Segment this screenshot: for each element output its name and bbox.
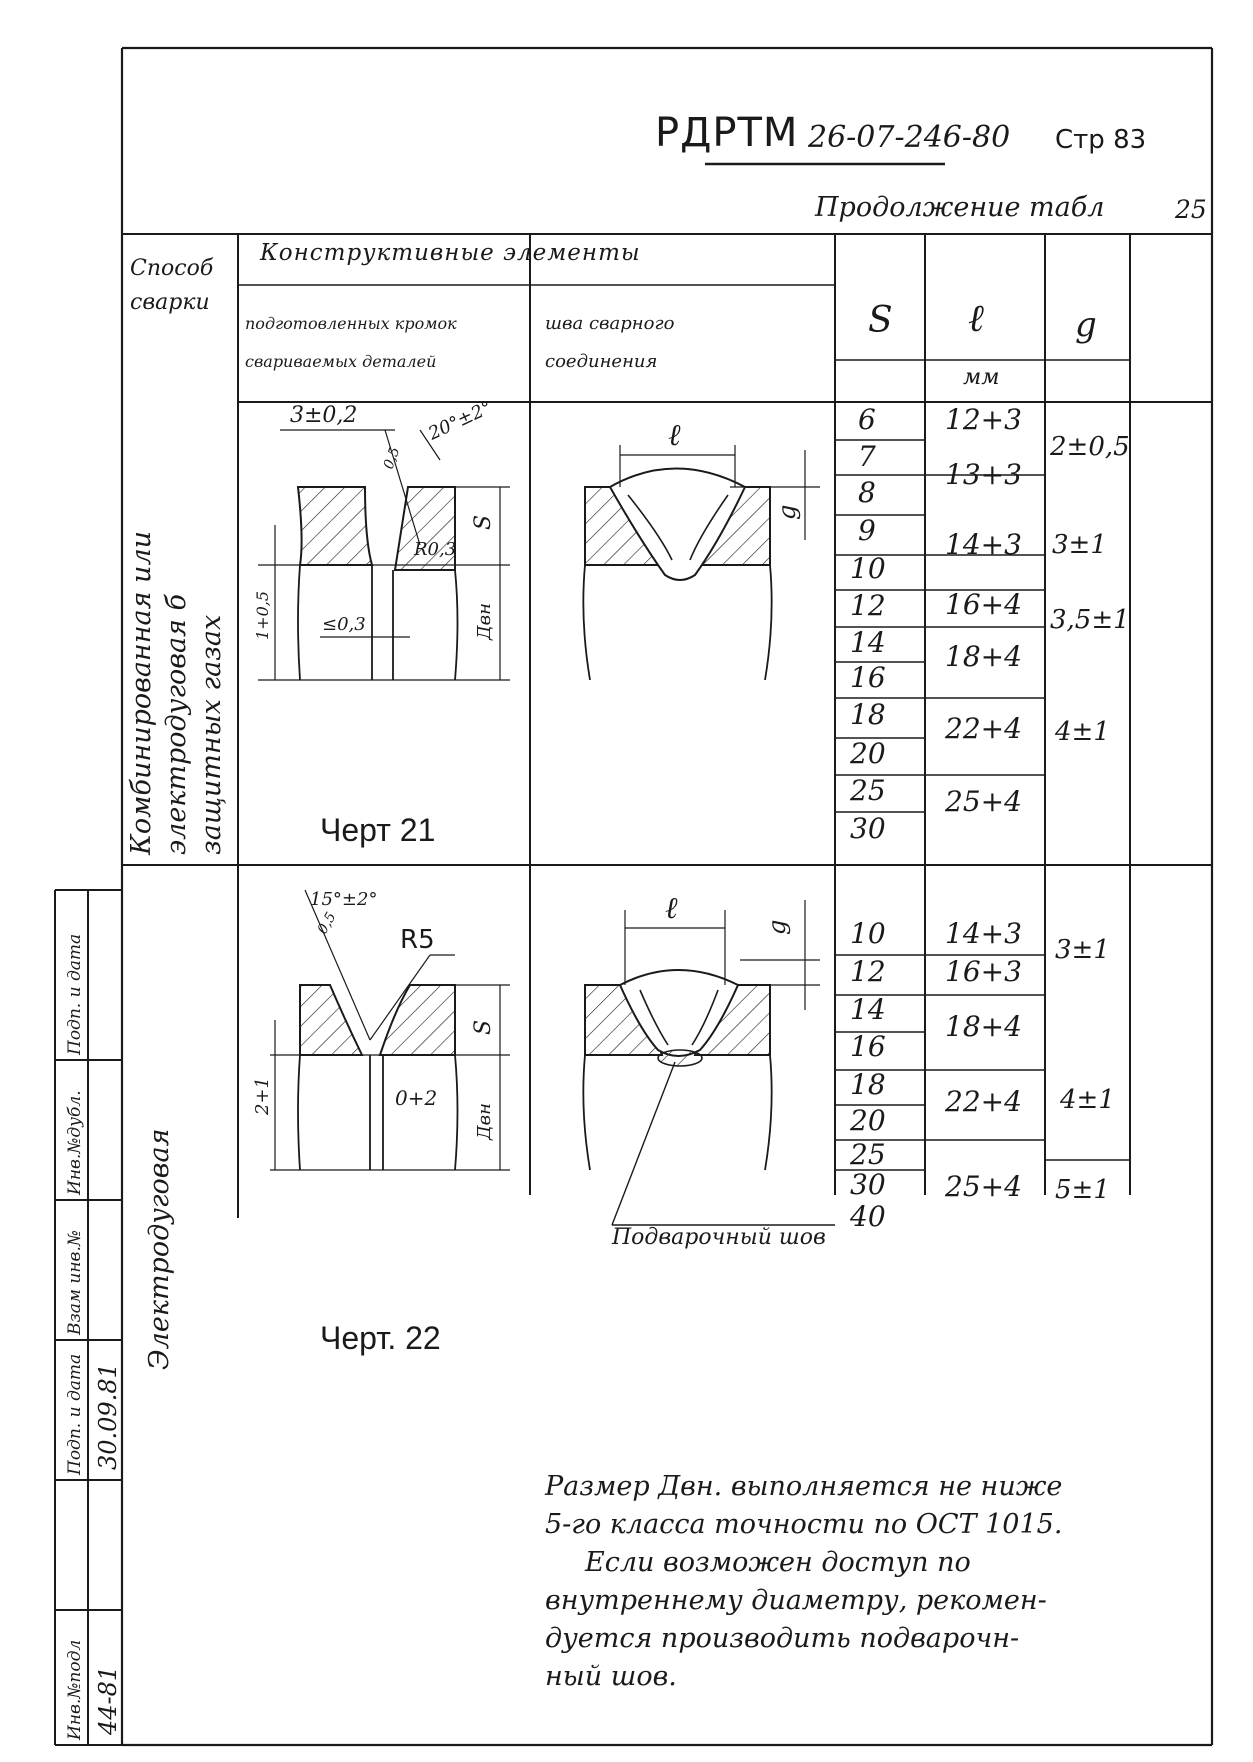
note-block (545, 1468, 1062, 1696)
s1-s-25: 25 (850, 774, 886, 807)
dim-edge-21: 0,5 (380, 444, 404, 472)
dim-radius-22: R5 (400, 925, 435, 955)
s1-s-10: 10 (850, 552, 886, 585)
s1-s-12: 12 (850, 589, 886, 622)
s2-s-30: 30 (850, 1168, 886, 1201)
dim-dvn-22: Двн (474, 1103, 495, 1140)
s1-l-14: 14+3 (945, 528, 1022, 561)
header-prepared-edges: подготовленных кромок свариваемых деталей (245, 314, 457, 371)
s1-l-22: 22+4 (945, 712, 1022, 745)
drawing-22-caption: Черт. 22 (320, 1320, 441, 1356)
s1-s-20: 20 (850, 737, 886, 770)
s1-s-14: 14 (850, 626, 886, 659)
dim-s-21: S (471, 514, 496, 530)
header-col-s: S (868, 300, 893, 341)
drawing-21-caption: Черт 21 (320, 812, 436, 848)
s1-g-2: 3±1 (1052, 530, 1107, 560)
s2-s-18: 18 (850, 1068, 886, 1101)
s1-l-25: 25+4 (945, 785, 1022, 818)
method-1-line1: Комбинированная или (126, 530, 157, 855)
dim-angle-21: 20°±2° (425, 396, 496, 445)
header-constructive: Конструктивные элементы (260, 240, 641, 266)
header-col-g: g (1075, 305, 1097, 345)
method-1-line2: электродуговая б (161, 594, 192, 855)
s2-s-25: 25 (850, 1138, 886, 1171)
s1-g-3: 3,5±1 (1050, 605, 1130, 635)
stamp-cell-3: Взам инв.№ (65, 1230, 85, 1335)
s1-l-12: 12+3 (945, 403, 1022, 436)
dim-root-22: 2+1 (252, 1077, 273, 1115)
stamp-value-number: 44-81 (94, 1665, 122, 1735)
stamp-cell-4: Подп. и дата (65, 1353, 85, 1475)
dim-g-22: g (763, 919, 791, 935)
s2-g-3: 5±1 (1055, 1175, 1110, 1205)
s1-s-30: 30 (850, 812, 886, 845)
stamp-value-date: 30.09.81 (94, 1363, 122, 1470)
header-method: Способ сварки (130, 256, 214, 315)
s2-s-16: 16 (850, 1030, 886, 1063)
s2-s-14: 14 (850, 993, 886, 1026)
s1-s-7: 7 (858, 440, 876, 473)
s1-l-16: 16+4 (945, 588, 1022, 621)
s1-l-18: 18+4 (945, 640, 1022, 673)
weld-22 (583, 900, 835, 1225)
table-grid (122, 234, 1212, 1218)
dim-dvn-21: Двн (474, 603, 495, 640)
note-line: дуется производить подварочн- (545, 1623, 1020, 1654)
method-1-line3: защитных газах (196, 614, 227, 855)
s2-s-20: 20 (850, 1104, 886, 1137)
note-line: Размер Двн. выполняется не ниже (545, 1471, 1063, 1502)
stamp-cell-2: Инв.№дубл. (65, 1090, 85, 1195)
weld-21 (583, 445, 820, 680)
dim-edge-22: 0,5 (314, 909, 340, 937)
s2-s-10: 10 (850, 917, 886, 950)
page-label: Стр 83 (1055, 125, 1147, 155)
table-caption: Продолжение табл (815, 192, 1105, 223)
dim-l-21: ℓ (668, 418, 681, 453)
dim-g-21: g (773, 504, 801, 520)
s1-g-4: 4±1 (1055, 717, 1110, 747)
method-2: Электродуговая (144, 1128, 175, 1370)
s2-g-1: 3±1 (1055, 935, 1110, 965)
note-line: 5-го класса точности по ОСТ 1015. (545, 1509, 1063, 1540)
dim-l-22: ℓ (665, 891, 678, 926)
backing-seam-label: Подварочный шов (612, 1225, 826, 1250)
dim-top-width: 3±0,2 (290, 403, 358, 428)
s2-l-16: 16+3 (945, 955, 1022, 988)
s1-s-9: 9 (858, 514, 876, 547)
s1-g-1: 2±0,5 (1050, 432, 1130, 462)
dim-root-21: 1+0,5 (253, 590, 272, 640)
s2-l-22: 22+4 (945, 1085, 1022, 1118)
s2-s-12: 12 (850, 955, 886, 988)
s1-s-18: 18 (850, 698, 886, 731)
doc-number: 26-07-246-80 (808, 120, 1011, 155)
stamp-cell-1: Подп. и дата (65, 933, 85, 1055)
dim-radius-21: R0,3 (414, 539, 457, 560)
stamp-cell-5: Инв.№подл (65, 1639, 85, 1740)
header-weld-seam: шва сварного соединения (545, 313, 675, 372)
note-line: Если возможен доступ по (585, 1547, 971, 1578)
s2-g-2: 4±1 (1060, 1085, 1115, 1115)
s2-s-40: 40 (850, 1200, 886, 1233)
s2-l-25: 25+4 (945, 1170, 1022, 1203)
header-col-l: ℓ (968, 296, 984, 340)
s2-l-18: 18+4 (945, 1010, 1022, 1043)
s1-s-16: 16 (850, 661, 886, 694)
header-units: мм (963, 365, 1000, 390)
s1-s-6: 6 (858, 403, 876, 436)
dim-gap-21: ≤0,3 (322, 614, 366, 635)
doc-code: РДРТМ (655, 110, 799, 156)
s1-s-8: 8 (858, 476, 876, 509)
dim-s-22: S (471, 1019, 496, 1035)
table-number: 25 (1175, 195, 1207, 224)
dim-angle-22: 15°±2° (310, 889, 378, 910)
note-line: внутреннему диаметру, рекомен- (545, 1585, 1047, 1616)
note-line: ный шов. (545, 1661, 677, 1692)
s2-l-14: 14+3 (945, 917, 1022, 950)
s1-l-13: 13+3 (945, 458, 1022, 491)
dim-gap-22: 0+2 (395, 1086, 438, 1110)
